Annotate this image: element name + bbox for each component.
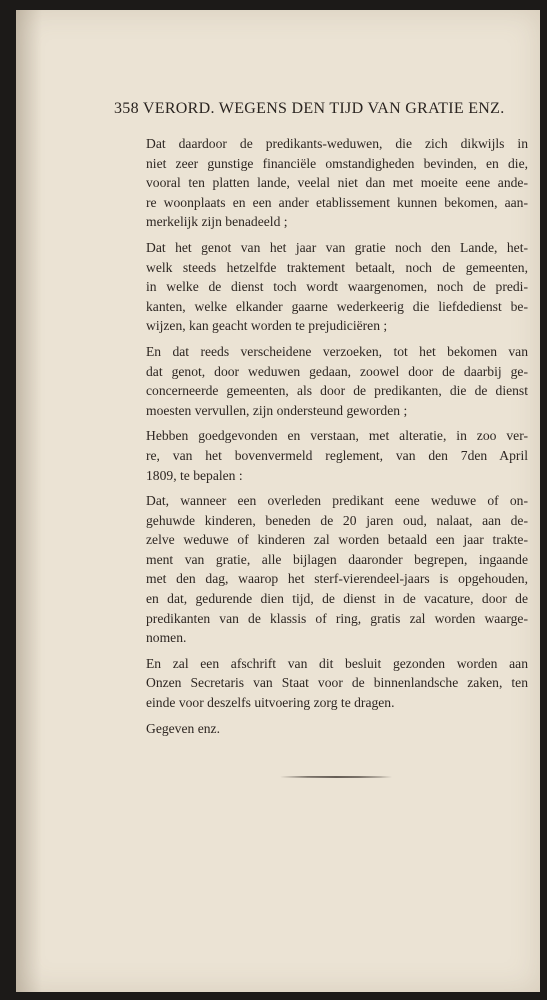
paragraph xyxy=(132,654,528,713)
book-page xyxy=(16,10,540,992)
text-line: Onzen Secretaris van Staat voor de binnenlandsche zaken, ten xyxy=(146,675,528,691)
text-line: re woonplaats en een ander etablissement kunnen bekomen, aan- xyxy=(146,194,528,210)
paragraph xyxy=(132,134,528,232)
text-line: Dat daardoor de predikants-weduwen, die zich dikwijls in xyxy=(146,136,528,151)
closing-rule xyxy=(280,775,392,777)
text-line: En dat reeds verscheidene verzoeken, tot het bekomen van xyxy=(146,343,528,359)
text-line: gehuwde kinderen, beneden de 20 jaren oud, nalaat, aan de- xyxy=(146,512,528,528)
paragraph xyxy=(132,491,528,648)
text-line: En zal een afschrift van dit besluit gezonden worden aan xyxy=(146,655,528,671)
text-line: zelve weduwe of kinderen zal worden betaald een jaar trakte- xyxy=(146,532,528,548)
paragraph xyxy=(132,719,528,739)
text-line: Dat het genot van het jaar van gratie noch den Lande, het- xyxy=(146,239,528,255)
text-line: 1809, te bepalen : xyxy=(146,467,243,483)
text-line: re, van het bovenvermeld reglement, van den 7den April xyxy=(146,447,528,463)
text-line: merkelijk zijn benadeeld ; xyxy=(146,214,288,230)
text-line: concerneerde gemeenten, als door de predikanten, die de dienst xyxy=(146,383,528,399)
text-line: kanten, welke elkander gaarne wederkeerig die liefdedienst be- xyxy=(146,298,528,314)
text-line: Dat, wanneer een overleden predikant eene weduwe of on- xyxy=(146,493,528,509)
text-line: einde voor deszelfs uitvoering zorg te dragen. xyxy=(146,695,395,711)
text-line: in welke de dienst toch wordt waargenomen, noch de predi- xyxy=(146,279,528,295)
text-line: predikanten van de klassis of ring, gratis zal worden waarge- xyxy=(146,610,528,626)
text-line: niet zeer gunstige financiële omstandigheden bevinden, en die, xyxy=(146,155,528,171)
running-head: 358 VERORD. WEGENS DEN TIJD VAN GRATIE ENZ. xyxy=(114,100,505,117)
paragraph xyxy=(132,426,528,485)
paragraph xyxy=(132,342,528,420)
text-line: wijzen, kan geacht worden te prejudiciëren ; xyxy=(146,318,388,334)
text-line: en dat, gedurende dien tijd, de dienst in de vacature, door de xyxy=(146,591,528,607)
text-line: welk steeds hetzelfde traktement betaalt, noch de gemeenten, xyxy=(146,259,528,275)
text-line: Hebben goedgevonden en verstaan, met alteratie, in zoo ver- xyxy=(146,428,528,444)
paragraph xyxy=(132,238,528,336)
text-line: nomen. xyxy=(146,630,187,646)
text-line: vooral ten platten lande, veelal niet dan met moeite eene ande- xyxy=(146,175,528,191)
text-line: ment van gratie, alle bijlagen daaronder begrepen, ingaande xyxy=(146,551,528,567)
body-text xyxy=(132,134,528,744)
text-line: met den dag, waarop het sterf-vierendeel-jaars is opgehouden, xyxy=(146,571,528,587)
text-line: moesten vervullen, zijn ondersteund geworden ; xyxy=(146,402,408,418)
text-line: Gegeven enz. xyxy=(146,720,220,736)
text-line: dat genot, door weduwen gedaan, zoowel door de daarbij ge- xyxy=(146,363,528,379)
